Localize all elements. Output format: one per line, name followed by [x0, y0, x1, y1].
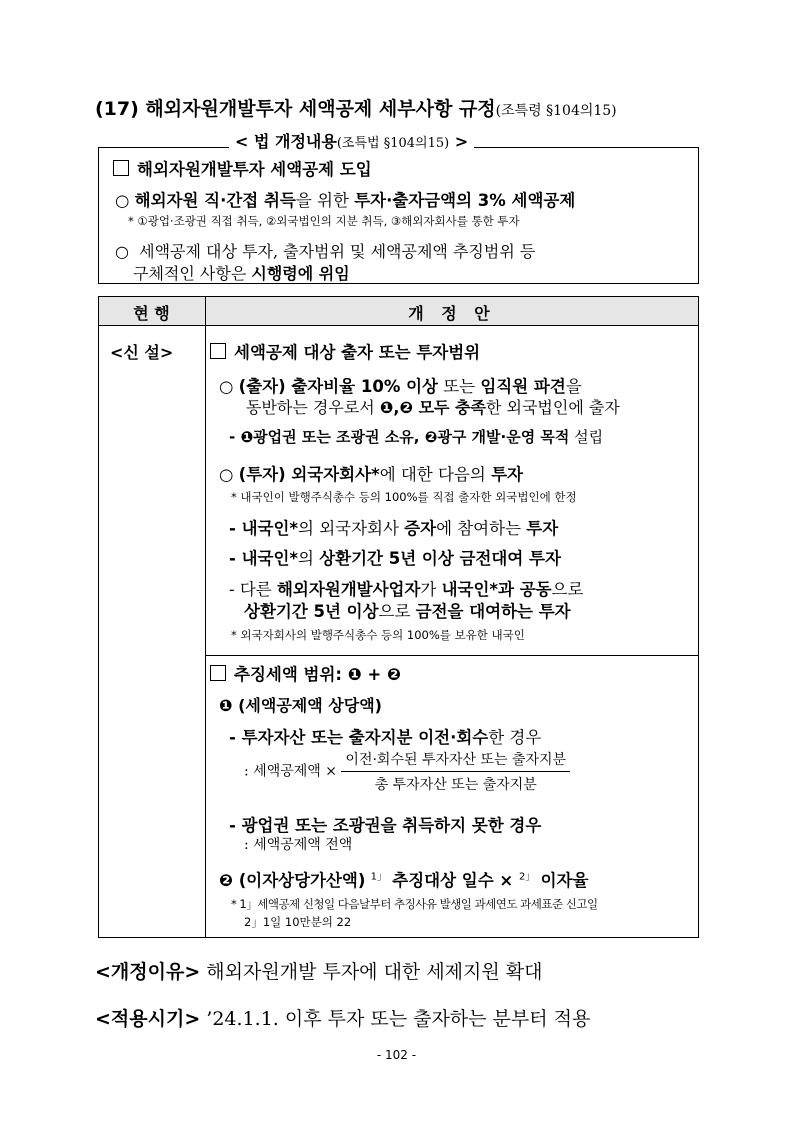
reason-label: <개정이유>: [95, 961, 201, 983]
recapture-item-2: ❷ (이자상당가산액) $^{1」}$ 추징대상 일수 × $^{2」}$ 이자율: [219, 871, 589, 890]
legend-label: < 법 개정내용: [235, 132, 337, 151]
header-proposal: 개 정 안: [408, 304, 496, 323]
law-box-heading: 해외자원개발투자 세액공제 도입: [113, 156, 372, 180]
proposal-item-2-note: * 내국인이 발행주식총수 등의 100%를 직접 출자한 외국법인에 한정: [231, 490, 577, 504]
bullet: ○: [115, 191, 130, 210]
formula-numerator: 이전·회수된 투자자산 또는 출자지분: [341, 749, 570, 772]
recapture-item-1-head: ❶ (세액공제액 상당액): [219, 696, 382, 715]
law-item-1: ○ 해외자원 직·간접 취득을 위한 투자·출자금액의 3% 세액공제: [115, 191, 576, 210]
effective-text: ’24.1.1. 이후 투자 또는 출자하는 분부터 적용: [200, 1008, 591, 1030]
recapture-formula: [244, 749, 570, 794]
formula-denominator: 총 투자자산 또는 출자지분: [374, 777, 537, 793]
current-cell: <신 설>: [110, 343, 174, 362]
law-box-legend: [229, 129, 474, 152]
recapture-note-1: * 1」세액공제 신청일 다음날부터 추징사유 발생일 과세연도 과세표준 신고일: [231, 897, 598, 911]
page-number: - 102 -: [376, 1048, 417, 1062]
recapture-heading: 추징세액 범위: ❶ + ❷: [210, 661, 401, 685]
bullet: ○: [219, 465, 234, 484]
recapture-note-2: 2」1일 10만분의 22: [244, 915, 352, 929]
section-title-ref: (조특령 §104의15): [495, 103, 617, 119]
proposal-item-1-sub: - ❶광업권 또는 조광권 소유, ❷광구 개발·운영 목적 설립: [229, 428, 604, 446]
amendment-reason: [95, 957, 542, 984]
table-column-divider: [205, 296, 206, 938]
formula-label: : 세액공제액 ×: [244, 763, 337, 780]
proposal-item-1-line2: 동반하는 경우로서 ❶,❷ 모두 충족한 외국법인에 출자: [246, 398, 620, 417]
legend-ref: (조특법 §104의15): [336, 136, 450, 151]
recapture-item-1-sub2-text: : 세액공제액 전액: [244, 837, 353, 853]
proposal-item-2-sub1: - 내국인*의 외국자회사 증자에 참여하는 투자: [229, 519, 559, 538]
table-section-divider: [205, 655, 699, 656]
law-item-2: ○ 세액공제 대상 투자, 출자범위 및 세액공제액 추징범위 등: [115, 242, 536, 261]
proposal-item-2-sub3: - 다른 해외자원개발사업자가 내국인*과 공동으로: [229, 580, 584, 599]
reason-text: 해외자원개발 투자에 대한 세제지원 확대: [200, 961, 543, 983]
proposal-item-2-note2: * 외국자회사의 발행주식총수 등의 100%를 보유한 내국인: [231, 628, 525, 642]
bullet: ○: [219, 377, 234, 396]
legend-end: >: [449, 132, 469, 151]
checkbox-square-icon: [210, 343, 226, 359]
header-current: 현 행: [133, 304, 170, 323]
formula-fraction: [341, 749, 570, 794]
proposal-item-2-sub2: - 내국인*의 상환기간 5년 이상 금전대여 투자: [229, 549, 561, 568]
section-title-text: (17) 해외자원개발투자 세액공제 세부사항 규정: [95, 98, 496, 120]
proposal-item-1: ○ (출자) 출자비율 10% 이상 또는 임직원 파견을: [219, 377, 582, 396]
proposal-item-2-sub3-line2: 상환기간 5년 이상으로 금전을 대여하는 투자: [244, 602, 571, 621]
proposal-item-2: ○ (투자) 외국자회사*에 대한 다음의 투자: [219, 465, 523, 484]
effective-label: <적용시기>: [95, 1008, 201, 1030]
bullet: ○: [115, 242, 129, 261]
effective-date: [95, 1004, 590, 1031]
recapture-item-1-sub1: - 투자자산 또는 출자지분 이전·회수한 경우: [229, 728, 542, 747]
recapture-item-1-sub2: - 광업권 또는 조광권을 취득하지 못한 경우: [229, 816, 542, 835]
checkbox-square-icon: [113, 160, 129, 176]
section-title: [95, 94, 617, 121]
law-item-1-note: * ①광업·조광권 직접 취득, ②외국법인의 지분 취득, ③해외자회사를 통한 투자: [128, 214, 520, 228]
checkbox-square-icon: [210, 665, 226, 681]
proposal-heading: 세액공제 대상 출자 또는 투자범위: [210, 339, 480, 363]
law-item-2-line2: 구체적인 사항은 시행령에 위임: [133, 264, 350, 283]
